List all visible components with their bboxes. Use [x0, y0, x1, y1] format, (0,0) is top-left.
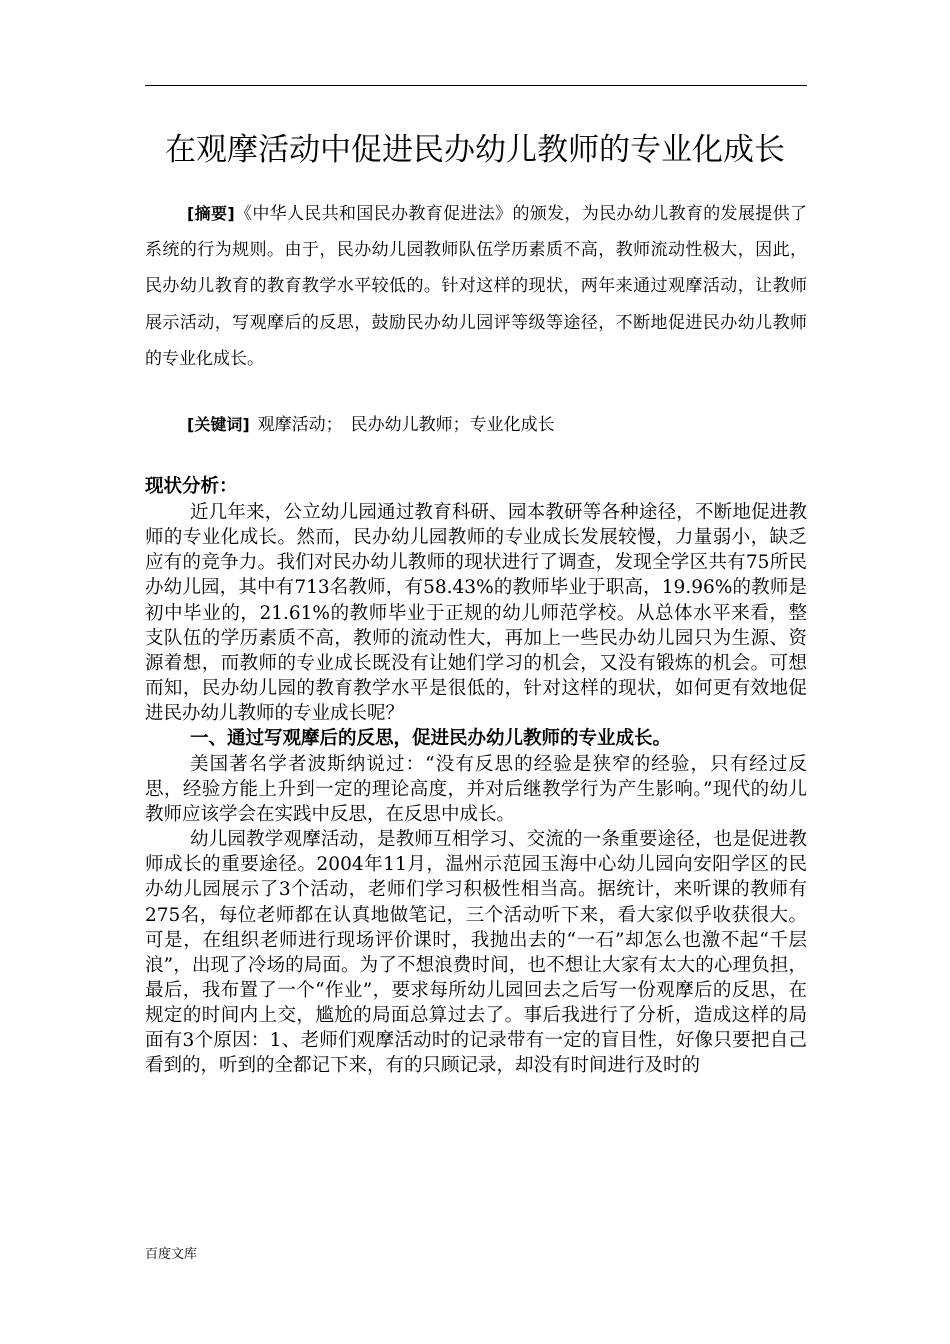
keyword-item: 观摩活动； — [257, 415, 343, 435]
abstract-label: [摘要] — [187, 204, 235, 223]
paragraph: 近几年来，公立幼儿园通过教育科研、园本教研等各种途径，不断地促进教师的专业化成长。然而，民办幼儿园教师的专业成长发展较慢，力量弱小，缺乏应有的竞争力。我们对民办幼儿教师的现状进行了调查，发现全学区共有75所民办幼儿园，其中有713名教师，有58.43%的教师毕业于职高，19.96%的教师是初中毕业的，21.61%的教师毕业于正规的幼儿师范学校。从总体水平来看，整支队伍的学历素质不高，教师的流动性大，再加上一些民办幼儿园只为生源、资源着想，而教师的专业成长既没有让她们学习的机会，又没有锻炼的机会。可想而知，民办幼儿园的教育教学水平是很低的，针对这样的现状，如何更有效地促进民办幼儿教师的专业成长呢？ — [145, 502, 807, 725]
abstract — [145, 196, 807, 377]
paragraph: 幼儿园教学观摩活动，是教师互相学习、交流的一条重要途径，也是促进教师成长的重要途径。2004年11月，温州示范园玉海中心幼儿园向安阳学区的民办幼儿园展示了3个活动，老师们学习积极性相当高。据统计，来听课的教师有275名，每位老师都在认真地做笔记，三个活动听下来，看大家似乎收获很大。可是，在组织老师进行现场评价课时，我抛出去的“一石”却怎么也激不起“千层浪”，出现了冷场的局面。为了不想浪费时间，也不想让大家有太大的心理负担，最后，我布置了一个“作业”，要求每所幼儿园回去之后写一份观摩后的反思，在规定的时间内上交，尴尬的局面总算过去了。事后我进行了分析，造成这样的局面有3个原因：1、老师们观摩活动时的记录带有一定的盲目性，好像只要把自己看到的，听到的全都记下来，有的只顾记录，却没有时间进行及时的 — [145, 829, 807, 1077]
keywords — [187, 410, 555, 440]
paragraph: 美国著名学者波斯纳说过：“没有反思的经验是狭窄的经验，只有经过反思，经验方能上升到一定的理论高度，并对后继教学行为产生影响。”现代的幼儿教师应该学会在实践中反思，在反思中成长。 — [145, 753, 807, 825]
section-heading: 现状分析： — [145, 476, 238, 497]
subsection-heading: 一、通过写观摩后的反思，促进民办幼儿教师的专业成长。 — [190, 728, 672, 750]
abstract-text: 《中华人民共和国民办教育促进法》的颁发，为民办幼儿教育的发展提供了系统的行为规则。由于，民办幼儿园教师队伍学历素质不高，教师流动性极大，因此，民办幼儿教育的教育教学水平较低的。针对这样的现状，两年来通过观摩活动，让教师展示活动，写观摩后的反思，鼓励民办幼儿园评等级等途径，不断地促进民办幼儿教师的专业化成长。 — [145, 204, 807, 369]
footer-text: 百度文库 — [145, 1247, 198, 1262]
keywords-label: [关键词] — [187, 415, 250, 434]
keyword-item: 民办幼儿教师；专业化成长 — [350, 415, 555, 435]
body-text — [145, 500, 807, 1079]
document-title: 在观摩活动中促进民办幼儿教师的专业化成长 — [165, 132, 785, 168]
header-rule — [145, 85, 807, 86]
